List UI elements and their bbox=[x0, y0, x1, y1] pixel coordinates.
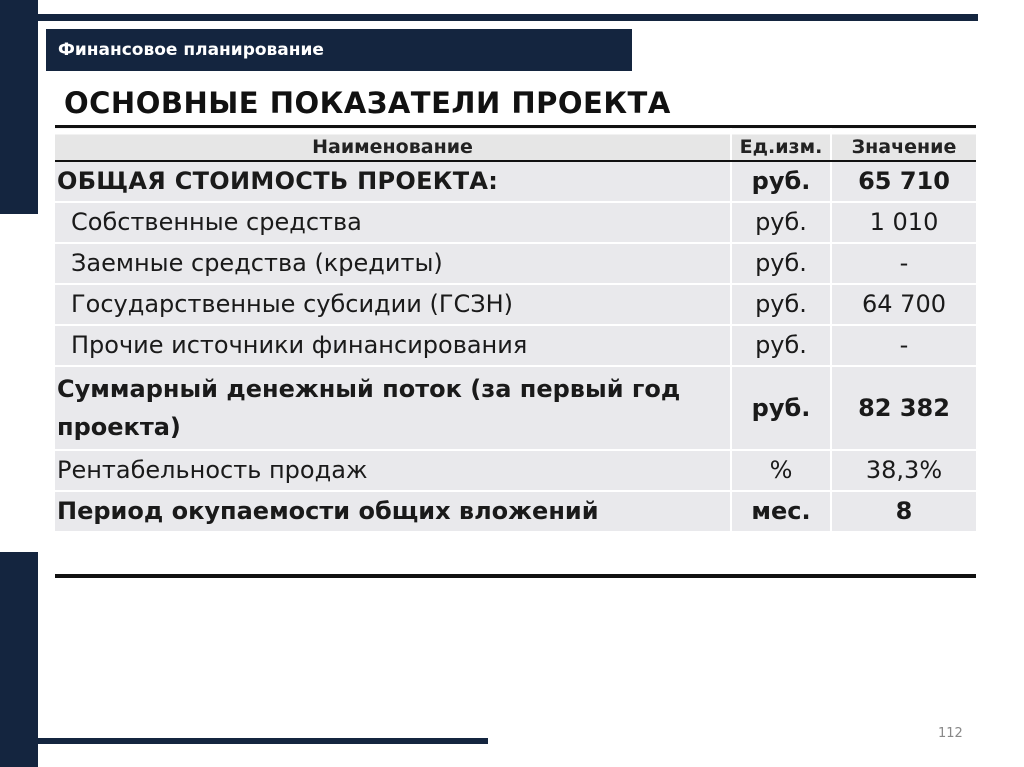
row-unit: руб. bbox=[731, 325, 831, 366]
row-value: 64 700 bbox=[831, 284, 976, 325]
row-value: - bbox=[831, 243, 976, 284]
row-value: 8 bbox=[831, 491, 976, 532]
table-row bbox=[55, 325, 976, 366]
page-number: 112 bbox=[938, 726, 963, 741]
metrics-table bbox=[55, 125, 976, 533]
table-row bbox=[55, 161, 976, 202]
left-accent-bar-bottom bbox=[0, 552, 38, 767]
table-header-row bbox=[55, 127, 976, 161]
row-unit: руб. bbox=[731, 202, 831, 243]
table-row bbox=[55, 491, 976, 532]
row-value: - bbox=[831, 325, 976, 366]
row-unit: руб. bbox=[731, 284, 831, 325]
row-value: 82 382 bbox=[831, 366, 976, 450]
left-accent-bar-top bbox=[0, 0, 38, 214]
section-banner bbox=[46, 29, 632, 71]
table-row bbox=[55, 243, 976, 284]
row-name: Заемные средства (кредиты) bbox=[55, 243, 731, 284]
row-unit: руб. bbox=[731, 366, 831, 450]
section-label: Финансовое планирование bbox=[58, 40, 324, 60]
table-row bbox=[55, 284, 976, 325]
bottom-rule bbox=[38, 738, 488, 744]
row-name: ОБЩАЯ СТОИМОСТЬ ПРОЕКТА: bbox=[55, 161, 731, 202]
header-unit: Ед.изм. bbox=[731, 127, 831, 161]
table-row bbox=[55, 450, 976, 491]
header-value: Значение bbox=[831, 127, 976, 161]
row-unit: руб. bbox=[731, 243, 831, 284]
row-value: 38,3% bbox=[831, 450, 976, 491]
row-name: Период окупаемости общих вложений bbox=[55, 491, 731, 532]
top-rule bbox=[38, 14, 978, 21]
table-row bbox=[55, 366, 976, 450]
row-value: 65 710 bbox=[831, 161, 976, 202]
header-name: Наименование bbox=[55, 127, 731, 161]
row-name: Собственные средства bbox=[55, 202, 731, 243]
table-row bbox=[55, 202, 976, 243]
row-name: Рентабельность продаж bbox=[55, 450, 731, 491]
row-value: 1 010 bbox=[831, 202, 976, 243]
row-unit: руб. bbox=[731, 161, 831, 202]
row-name: Государственные субсидии (ГСЗН) bbox=[55, 284, 731, 325]
row-name: Прочие источники финансирования bbox=[55, 325, 731, 366]
row-name: Суммарный денежный поток (за первый год проекта) bbox=[55, 366, 731, 450]
row-unit: мес. bbox=[731, 491, 831, 532]
slide-title: ОСНОВНЫЕ ПОКАЗАТЕЛИ ПРОЕКТА bbox=[64, 86, 671, 120]
table-bottom-rule bbox=[55, 574, 976, 578]
row-unit: % bbox=[731, 450, 831, 491]
